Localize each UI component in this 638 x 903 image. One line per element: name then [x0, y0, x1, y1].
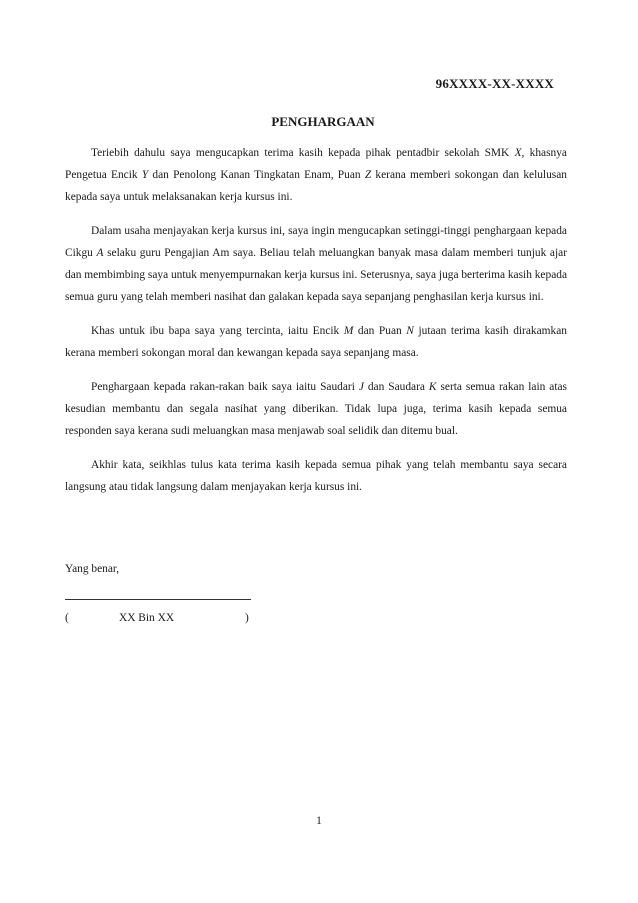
- paragraph-text: jutaan terima kasih dirakamkan kerana memberi sokongan moral dan kewangan kepada saya sepanjang masa.: [65, 325, 567, 359]
- paragraph-text: Penghargaan kepada rakan-rakan baik saya iaitu Saudari: [91, 381, 359, 393]
- name-placeholder: M: [343, 325, 354, 337]
- document-body: [65, 142, 567, 510]
- document-code: 96XXXX-XX-XXXX: [435, 76, 554, 91]
- paragraph-parents-thanks: [65, 320, 567, 364]
- paragraph-school-thanks: [65, 142, 567, 208]
- paragraph-text: kerana memberi sokongan dan kelulusan kepada saya untuk melaksanakan kerja kursus ini.: [65, 169, 567, 203]
- signature-bracket-open: (: [65, 612, 69, 624]
- name-placeholder: J: [358, 381, 364, 393]
- paragraph-final-thanks: [65, 454, 567, 498]
- name-placeholder: K: [428, 381, 437, 393]
- paragraph-text: dan Penolong Kanan Tingkatan Enam, Puan: [148, 169, 365, 181]
- paragraph-text: selaku guru Pengajian Am saya. Beliau telah meluangkan banyak masa dalam memberi tunjuk ajar dan membimbing saya untuk menyempurnakan kerja kursus ini. Seterusnya, saya juga berterima kasih kepada semua guru yang telah memberi nasihat dan galakan kepada saya sepanjang penghasilan kerja kursus ini.: [65, 247, 567, 303]
- signature-line: [65, 599, 251, 600]
- closing-salutation: Yang benar,: [65, 563, 120, 575]
- paragraph-text: dan Saudara: [363, 381, 429, 393]
- page-number: 1: [316, 815, 322, 827]
- paragraph-text: Teriebih dahulu saya mengucapkan terima kasih kepada pihak pentadbir sekolah SMK: [91, 147, 515, 159]
- name-placeholder: X: [514, 147, 522, 159]
- paragraph-text: Dalam usaha menjayakan kerja kursus ini, saya ingin mengucapkan setinggi-tinggi penghargaan kepada Cikgu: [65, 225, 567, 259]
- signatory-name: XX Bin XX: [119, 612, 175, 624]
- name-placeholder: N: [406, 325, 414, 337]
- name-placeholder: A: [96, 247, 104, 259]
- paragraph-text: Akhir kata, seikhlas tulus kata terima kasih kepada semua pihak yang telah membantu saya secara langsung atau tidak langsung dalam menjayakan kerja kursus ini.: [65, 459, 567, 493]
- page-title: PENGHARGAAN: [271, 114, 375, 129]
- name-placeholder: Y: [141, 169, 149, 181]
- paragraph-teacher-thanks: [65, 220, 567, 308]
- paragraph-text: serta semua rakan lain atas kesudian membantu dan segala nasihat yang diberikan. Tidak lupa juga, terima kasih kepada semua responden saya kerana sudi meluangkan masa menjawab soal selidik dan ditemu bual.: [65, 381, 567, 437]
- paragraph-text: dan Puan: [353, 325, 407, 337]
- paragraph-text: Khas untuk ibu bapa saya yang tercinta, iaitu Encik: [91, 325, 344, 337]
- paragraph-friends-thanks: [65, 376, 567, 442]
- signature-bracket-close: ): [245, 612, 249, 624]
- paragraph-text: , khasnya Pengetua Encik: [65, 147, 567, 181]
- name-placeholder: Z: [364, 169, 372, 181]
